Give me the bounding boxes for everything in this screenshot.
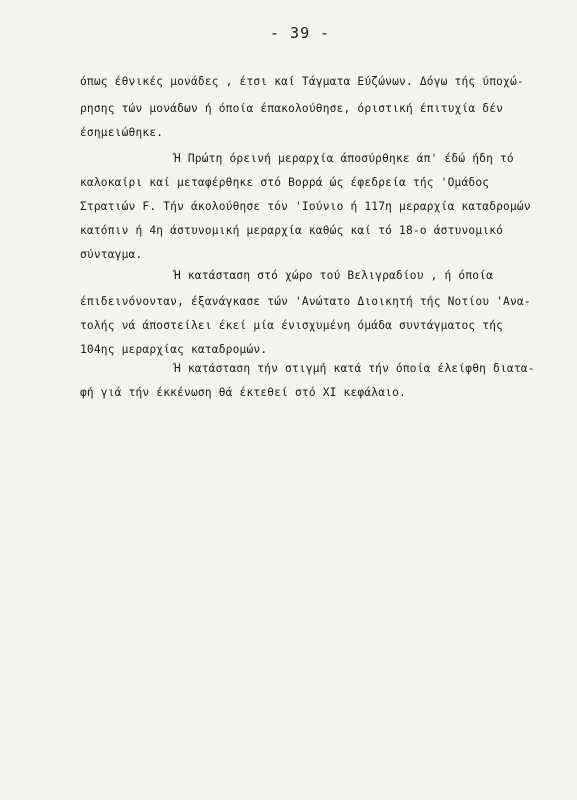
paragraph-start: Ή κατάσταση στό χώρο τού Βελιγραδίου , ή όποία	[174, 269, 494, 282]
page-number: - 39 -	[270, 24, 331, 42]
text-line: σύνταγμα.	[80, 248, 143, 261]
text-line: Στρατιών F. Τήν άκολούθησε τόν 'Ιούνιο ή 117η μεραρχία καταδρομών	[80, 200, 531, 213]
text-line: τολής νά άποστείλει έκεί μία ένισχυμένη όμάδα συντάγματος τής	[80, 319, 504, 332]
text-line: ρησης τών μονάδων ή όποία έπακολούθησε, όριστική έπιτυχία δέν	[80, 102, 504, 115]
text-line: 104ης μεραρχίας καταδρομών.	[80, 343, 268, 356]
text-line: φή γιά τήν έκκένωση θά έκτεθεί στό ΧΙ κεφάλαιο.	[80, 386, 406, 399]
text-line: καλοκαίρι καί μεταφέρθηκε στό Βορρά ώς έφεδρεία τής 'Ομάδος	[80, 176, 490, 189]
text-line: όπως έθνικές μονάδες , έτσι καί Τάγματα Εύζώνων. Δόγω τής ύποχώ-	[80, 75, 524, 88]
paragraph-start: Ή κατάσταση τήν στιγμή κατά τήν όποία έλείφθη διατα-	[174, 362, 535, 375]
text-line: κατόπιν ή 4η άστυνομική μεραρχία καθώς καί τό 18-ο άστυνομικό	[80, 224, 504, 237]
text-line: έσημειώθηκε.	[80, 126, 164, 139]
paragraph-start: Ή Πρώτη όρεινή μεραρχία άποσύρθηκε άπ' έδώ ήδη τό	[174, 152, 514, 165]
text-line: έπιδεινόνονταν, έξανάγκασε τών 'Ανώτατο Διοικητή τής Νοτίου 'Ανα-	[80, 295, 531, 308]
